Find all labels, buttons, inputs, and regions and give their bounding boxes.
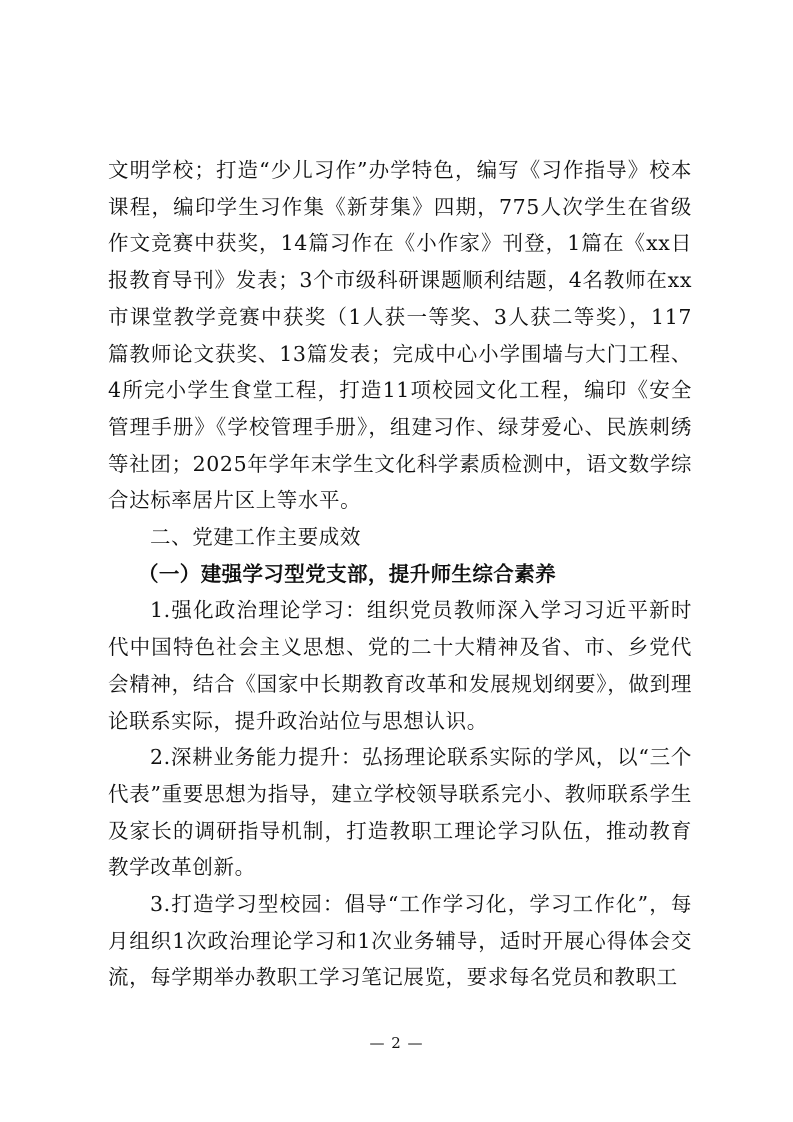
page-number: — 2 — [369, 1034, 424, 1052]
section-heading: 二、党建工作主要成效 [150, 525, 361, 550]
numbered-item-3: 3.打造学习型校园：倡导“工作学习化，学习工作化”，每月组织1次政治理论学习和1次业务辅导，适时开展心得体会交流，每学期举办教职工学习笔记展览，要求每名党员和教职工 [108, 892, 692, 990]
body-paragraph: 文明学校；打造“少儿习作”办学特色，编写《习作指导》校本课程，编印学生习作集《新芽集》四期，775人次学生在省级作文竞赛中获奖，14篇习作在《小作家》刊登，1篇在《xx日报教育导刊》发表；3个市级科研课题顺利结题，4名教师在xx市课堂教学竞赛中获奖（1人获一等奖、3人获二等奖），117篇教师论文获奖、13篇发表；完成中心小学围墙与大门工程、4所完小学生食堂工程，打造11项校园文化工程，编印《安全管理手册》《学校管理手册》，组建习作、绿芽爱心、民族刺绣等社团；2025年学年末学生文化科学素质检测中，语文数学综合达标率居片区上等水平。 [108, 158, 692, 513]
numbered-item-2: 2.深耕业务能力提升：弘扬理论联系实际的学风，以“三个代表”重要思想为指导，建立学校领导联系完小、教师联系学生及家长的调研指导机制，打造教职工理论学习队伍，推动教育教学改革创新。 [108, 745, 692, 880]
document-page [108, 152, 692, 996]
numbered-item-1: 1.强化政治理论学习：组织党员教师深入学习习近平新时代中国特色社会主义思想、党的二十大精神及省、市、乡党代会精神，结合《国家中长期教育改革和发展规划纲要》，做到理论联系实际，提升政治站位与思想认识。 [108, 598, 692, 733]
subsection-heading: （一）建强学习型党支部，提升师生综合素养 [138, 561, 556, 586]
